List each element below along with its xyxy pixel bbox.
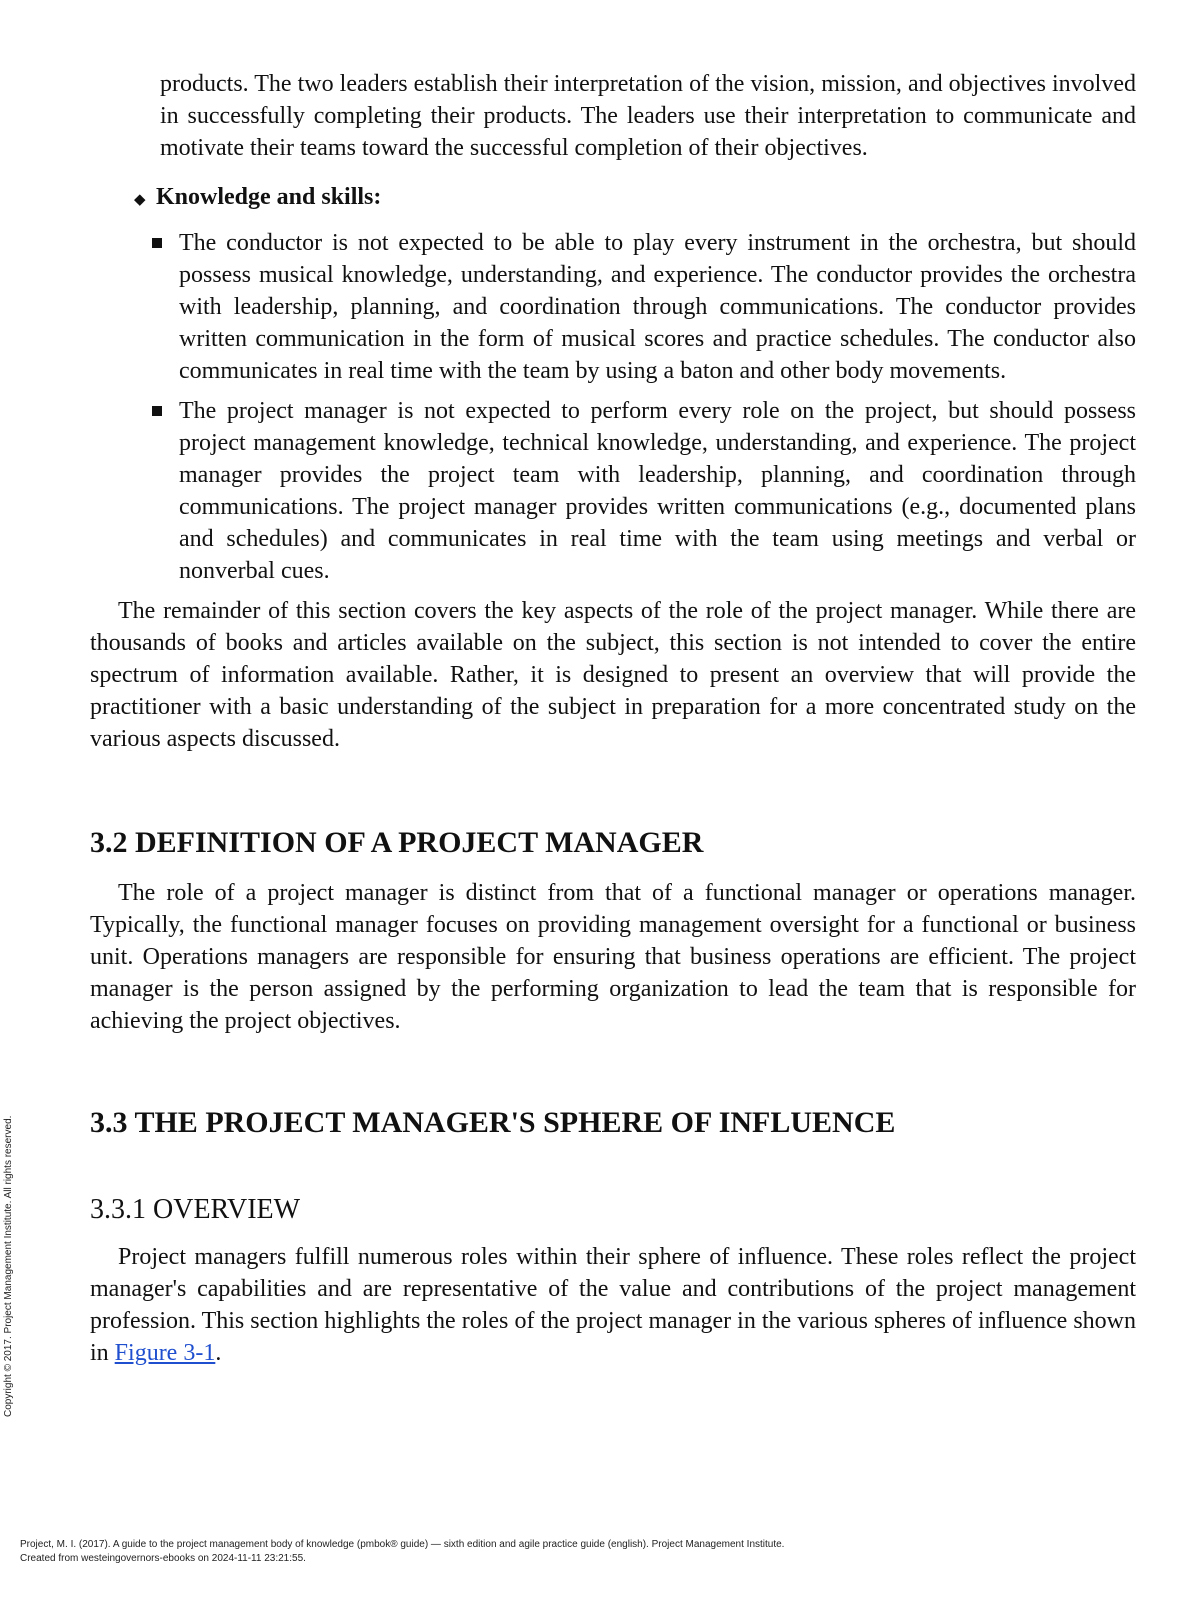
footer (20, 1538, 784, 1566)
section-3-2-heading: 3.2 DEFINITION OF A PROJECT MANAGER (90, 826, 704, 859)
section-3-3-1-body (90, 1241, 1136, 1369)
section-3-2-body: The role of a project manager is distinct from that of a functional manager or operations manager. Typically, the functional manager focuses on providing management oversight for a functional or business unit. Operations managers are responsible for ensuring that business operations are efficient. The project manager is the person assigned by the performing organization to lead the team that is responsible for achieving the project objectives. (90, 880, 1136, 1034)
page-content (90, 68, 1136, 1369)
overview-text: Project managers fulfill numerous roles within their sphere of influence. These roles reflect the project manager's capabilities and are representative of the value and contributions of the project management profession. This section highlights the roles of the project manager in the various spheres of influence shown in (90, 1244, 1136, 1366)
list-item (152, 395, 1136, 587)
diamond-bullet-icon: ◆ (134, 192, 146, 208)
intro-paragraph: products. The two leaders establish their interpretation of the vision, mission, and objectives involved in successfully completing their products. The leaders use their interpretation to communicate and motivate their teams toward the successful completion of their objectives. (160, 71, 1136, 161)
list-item (152, 227, 1136, 387)
overview-text-end: . (215, 1340, 222, 1366)
section-3-3-heading: 3.3 THE PROJECT MANAGER'S SPHERE OF INFLUENCE (90, 1106, 896, 1139)
square-bullet-icon (152, 238, 162, 248)
remainder-paragraph: The remainder of this section covers the key aspects of the role of the project manager. While there are thousands of books and articles available on the subject, this section is not intended to cover the entire spectrum of information available. Rather, it is designed to present an overview that will provide the practitioner with a basic understanding of the subject in preparation for a more concentrated study on the various aspects discussed. (90, 598, 1136, 752)
footer-citation: Project, M. I. (2017). A guide to the project management body of knowledge (pmbok® guide) — sixth edition and agile practice guide (english). Project Management Institute. (20, 1539, 785, 1550)
bullet-project-manager: The project manager is not expected to perform every role on the project, but should possess project management knowledge, technical knowledge, understanding, and experience. The project manager provides the project team with leadership, planning, and coordination through communications. The project manager provides written communications (e.g., documented plans and schedules) and communicates in real time with the team using meetings and verbal or nonverbal cues. (179, 398, 1136, 584)
footer-created: Created from westeingovernors-ebooks on 2024-11-11 23:21:55. (20, 1553, 306, 1564)
figure-3-1-link[interactable]: Figure 3-1 (114, 1340, 216, 1366)
square-bullet-icon (152, 406, 162, 416)
sidebar-copyright: Copyright © 2017. Project Management Institute. All rights reserved. (3, 1115, 14, 1417)
knowledge-heading: Knowledge and skills: (156, 184, 382, 210)
section-3-3-1-heading: 3.3.1 OVERVIEW (90, 1194, 301, 1225)
bullet-conductor: The conductor is not expected to be able to play every instrument in the orchestra, but should possess musical knowledge, understanding, and experience. The conductor provides the orchestra with leadership, planning, and coordination through communications. The conductor provides written communication in the form of musical scores and practice schedules. The conductor also communicates in real time with the team by using a baton and other body movements. (179, 230, 1136, 384)
knowledge-heading-row (134, 181, 1136, 213)
